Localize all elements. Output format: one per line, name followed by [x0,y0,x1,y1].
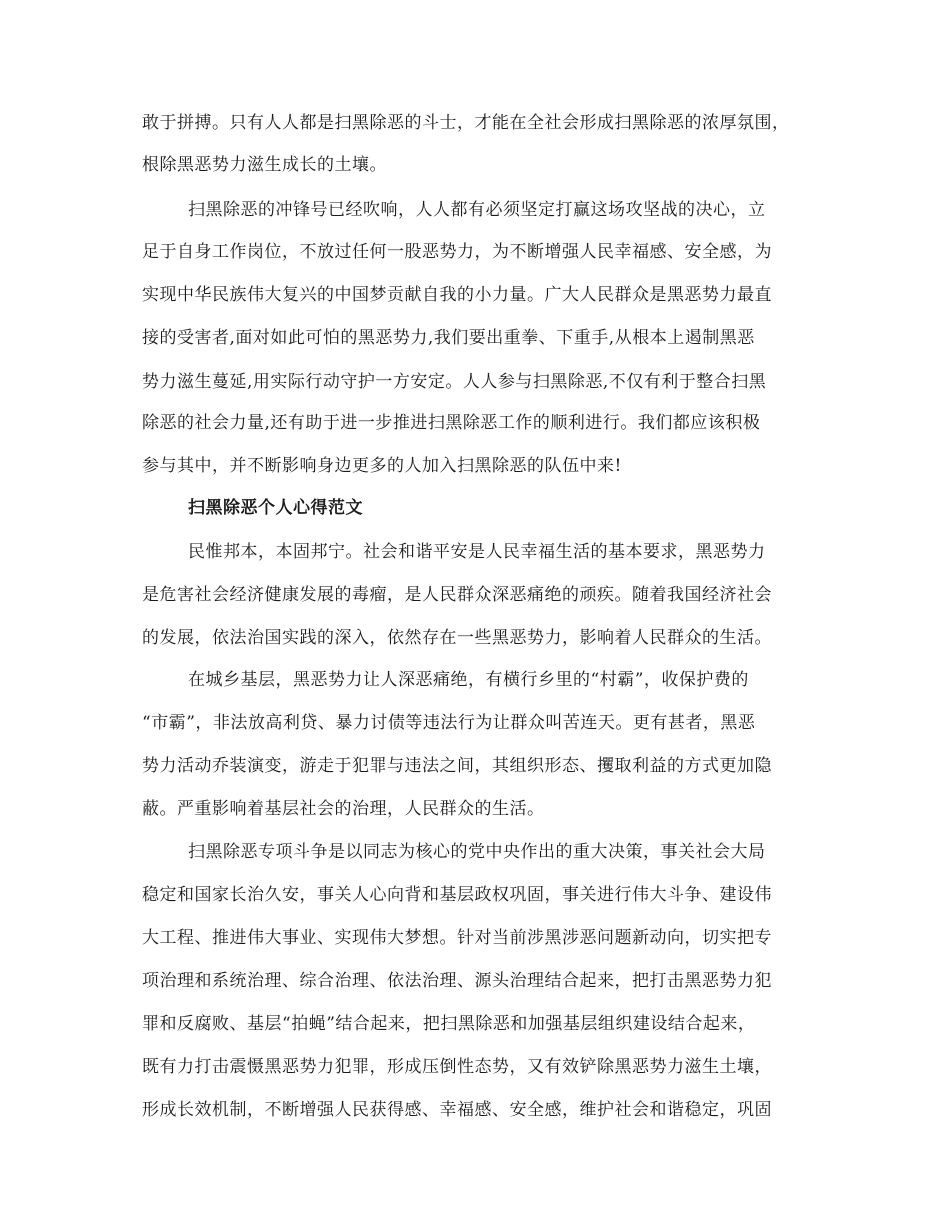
paragraph-line: 形成长效机制，不断增强人民获得感、幸福感、安全感，维护社会和谐稳定，巩固 [142,1100,772,1120]
paragraph-line: 既有力打击震慑黑恶势力犯罪，形成压倒性态势，又有效铲除黑恶势力滋生土壤， [142,1057,772,1077]
paragraph-line: 扫黑除恶的冲锋号已经吹响，人人都有必须坚定打赢这场攻坚战的决心，立 [188,200,766,220]
paragraph-line: 是危害社会经济健康发展的毒瘤，是人民群众深恶痛绝的顽疾。随着我国经济社会 [142,585,772,605]
paragraph-line: 足于自身工作岗位，不放过任何一股恶势力，为不断增强人民幸福感、安全感，为 [142,242,772,262]
paragraph-line: 势力活动乔装演变，游走于犯罪与违法之间，其组织形态、攫取利益的方式更加隐 [142,756,772,776]
paragraph-line: 罪和反腐败、基层“拍蝇”结合起来，把扫黑除恶和加强基层组织建设结合起来， [142,1014,756,1034]
paragraph-line: 大工程、推进伟大事业、实现伟大梦想。针对当前涉黑涉恶问题新动向，切实把专 [142,928,772,948]
paragraph-line: 民惟邦本，本固邦宁。社会和谐平安是人民幸福生活的基本要求，黑恶势力 [188,542,766,562]
paragraph-line: 在城乡基层，黑恶势力让人深恶痛绝，有横行乡里的“村霸”，收保护费的 [188,670,749,690]
paragraph-line: 根除黑恶势力滋生成长的土壤。 [142,155,387,175]
paragraph-line: 接的受害者,面对如此可怕的黑恶势力,我们要出重拳、下重手,从根本上遏制黑恶 [142,328,755,348]
paragraph-line: 实现中华民族伟大复兴的中国梦贡献自我的小力量。广大人民群众是黑恶势力最直 [142,285,772,305]
paragraph-line: “市霸”，非法放高利贷、暴力讨债等违法行为让群众叫苦连天。更有甚者，黑恶 [142,713,756,733]
section-heading: 扫黑除恶个人心得范文 [188,498,363,518]
paragraph-line: 扫黑除恶专项斗争是以同志为核心的党中央作出的重大决策，事关社会大局 [188,842,766,862]
paragraph-line: 参与其中，并不断影响身边更多的人加入扫黑除恶的队伍中来! [142,456,622,476]
paragraph-line: 项治理和系统治理、综合治理、依法治理、源头治理结合起来，把打击黑恶势力犯 [142,971,772,991]
paragraph-line: 敢于拼搏。只有人人都是扫黑除恶的斗士，才能在全社会形成扫黑除恶的浓厚氛围， [142,113,790,133]
paragraph-line: 势力滋生蔓延,用实际行动守护一方安定。人人参与扫黑除恶,不仅有利于整合扫黑 [142,372,767,392]
paragraph-line: 蔽。严重影响着基层社会的治理，人民群众的生活。 [142,799,545,819]
paragraph-line: 稳定和国家长治久安，事关人心向背和基层政权巩固，事关进行伟大斗争、建设伟 [142,885,772,905]
paragraph-line: 的发展，依法治国实践的深入，依然存在一些黑恶势力，影响着人民群众的生活。 [142,628,772,648]
paragraph-line: 除恶的社会力量,还有助于进一步推进扫黑除恶工作的顺利进行。我们都应该积极 [142,413,761,433]
